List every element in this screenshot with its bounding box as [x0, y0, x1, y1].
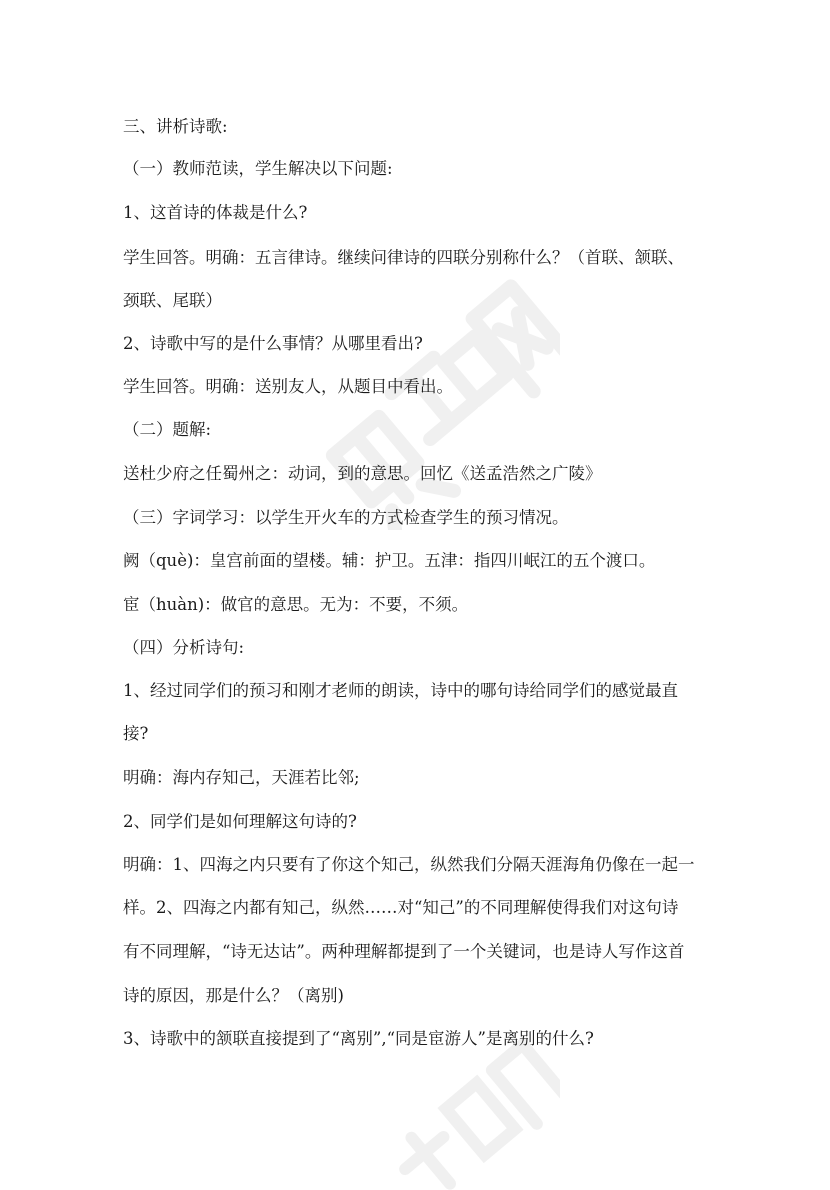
- question-line: 2、同学们是如何理解这句诗的?: [123, 812, 357, 831]
- paragraph-line: 学生回答。明确：五言律诗。继续问律诗的四联分别称什么？（首联、颔联、: [123, 248, 684, 267]
- subsection-heading: （二）题解:: [123, 420, 212, 439]
- paragraph-line: 诗的原因，那是什么？（离别): [123, 986, 344, 1005]
- watermark-logo: [300, 270, 560, 530]
- paragraph-line: 明确：海内存知己，天涯若比邻;: [123, 768, 360, 787]
- paragraph-line: 颈联、尾联）: [123, 291, 222, 310]
- paragraph-line: 接?: [123, 724, 149, 743]
- question-line: 1、这首诗的体裁是什么?: [123, 203, 308, 222]
- subsection-heading: （三）字词学习：以学生开火车的方式检查学生的预习情况。: [123, 508, 569, 527]
- paragraph-line: 送杜少府之任蜀州之：动词，到的意思。回忆《送孟浩然之广陵》: [123, 464, 602, 483]
- paragraph-line: 学生回答。明确：送别友人，从题目中看出。: [123, 377, 453, 396]
- paragraph-line: 样。2、四海之内都有知己，纵然……对“知己”的不同理解使得我们对这句诗: [123, 898, 679, 917]
- paragraph-line: 阙（què)：皇宫前面的望楼。辅：护卫。五津：指四川岷江的五个渡口。: [123, 551, 656, 570]
- question-line: 2、诗歌中写的是什么事情？从哪里看出?: [123, 334, 423, 353]
- subsection-heading: （四）分析诗句:: [123, 638, 245, 657]
- section-heading: 三、讲析诗歌:: [123, 117, 228, 136]
- paragraph-line: 明确：1、四海之内只要有了你这个知己，纵然我们分隔天涯海角仍像在一起一: [123, 855, 695, 874]
- paragraph-line: 有不同理解，“诗无达诂”。两种理解都提到了一个关键词，也是诗人写作这首: [123, 942, 685, 961]
- watermark-logo-bottom: [360, 1030, 560, 1190]
- paragraph-line: 宦（huàn)：做官的意思。无为：不要，不须。: [123, 595, 469, 614]
- question-line: 3、诗歌中的颔联直接提到了“离别”,“同是宦游人”是离别的什么?: [123, 1029, 594, 1048]
- subsection-heading: （一）教师范读，学生解决以下问题:: [123, 159, 393, 178]
- question-line: 1、经过同学们的预习和刚才老师的朗读，诗中的哪句诗给同学们的感觉最直: [123, 681, 678, 700]
